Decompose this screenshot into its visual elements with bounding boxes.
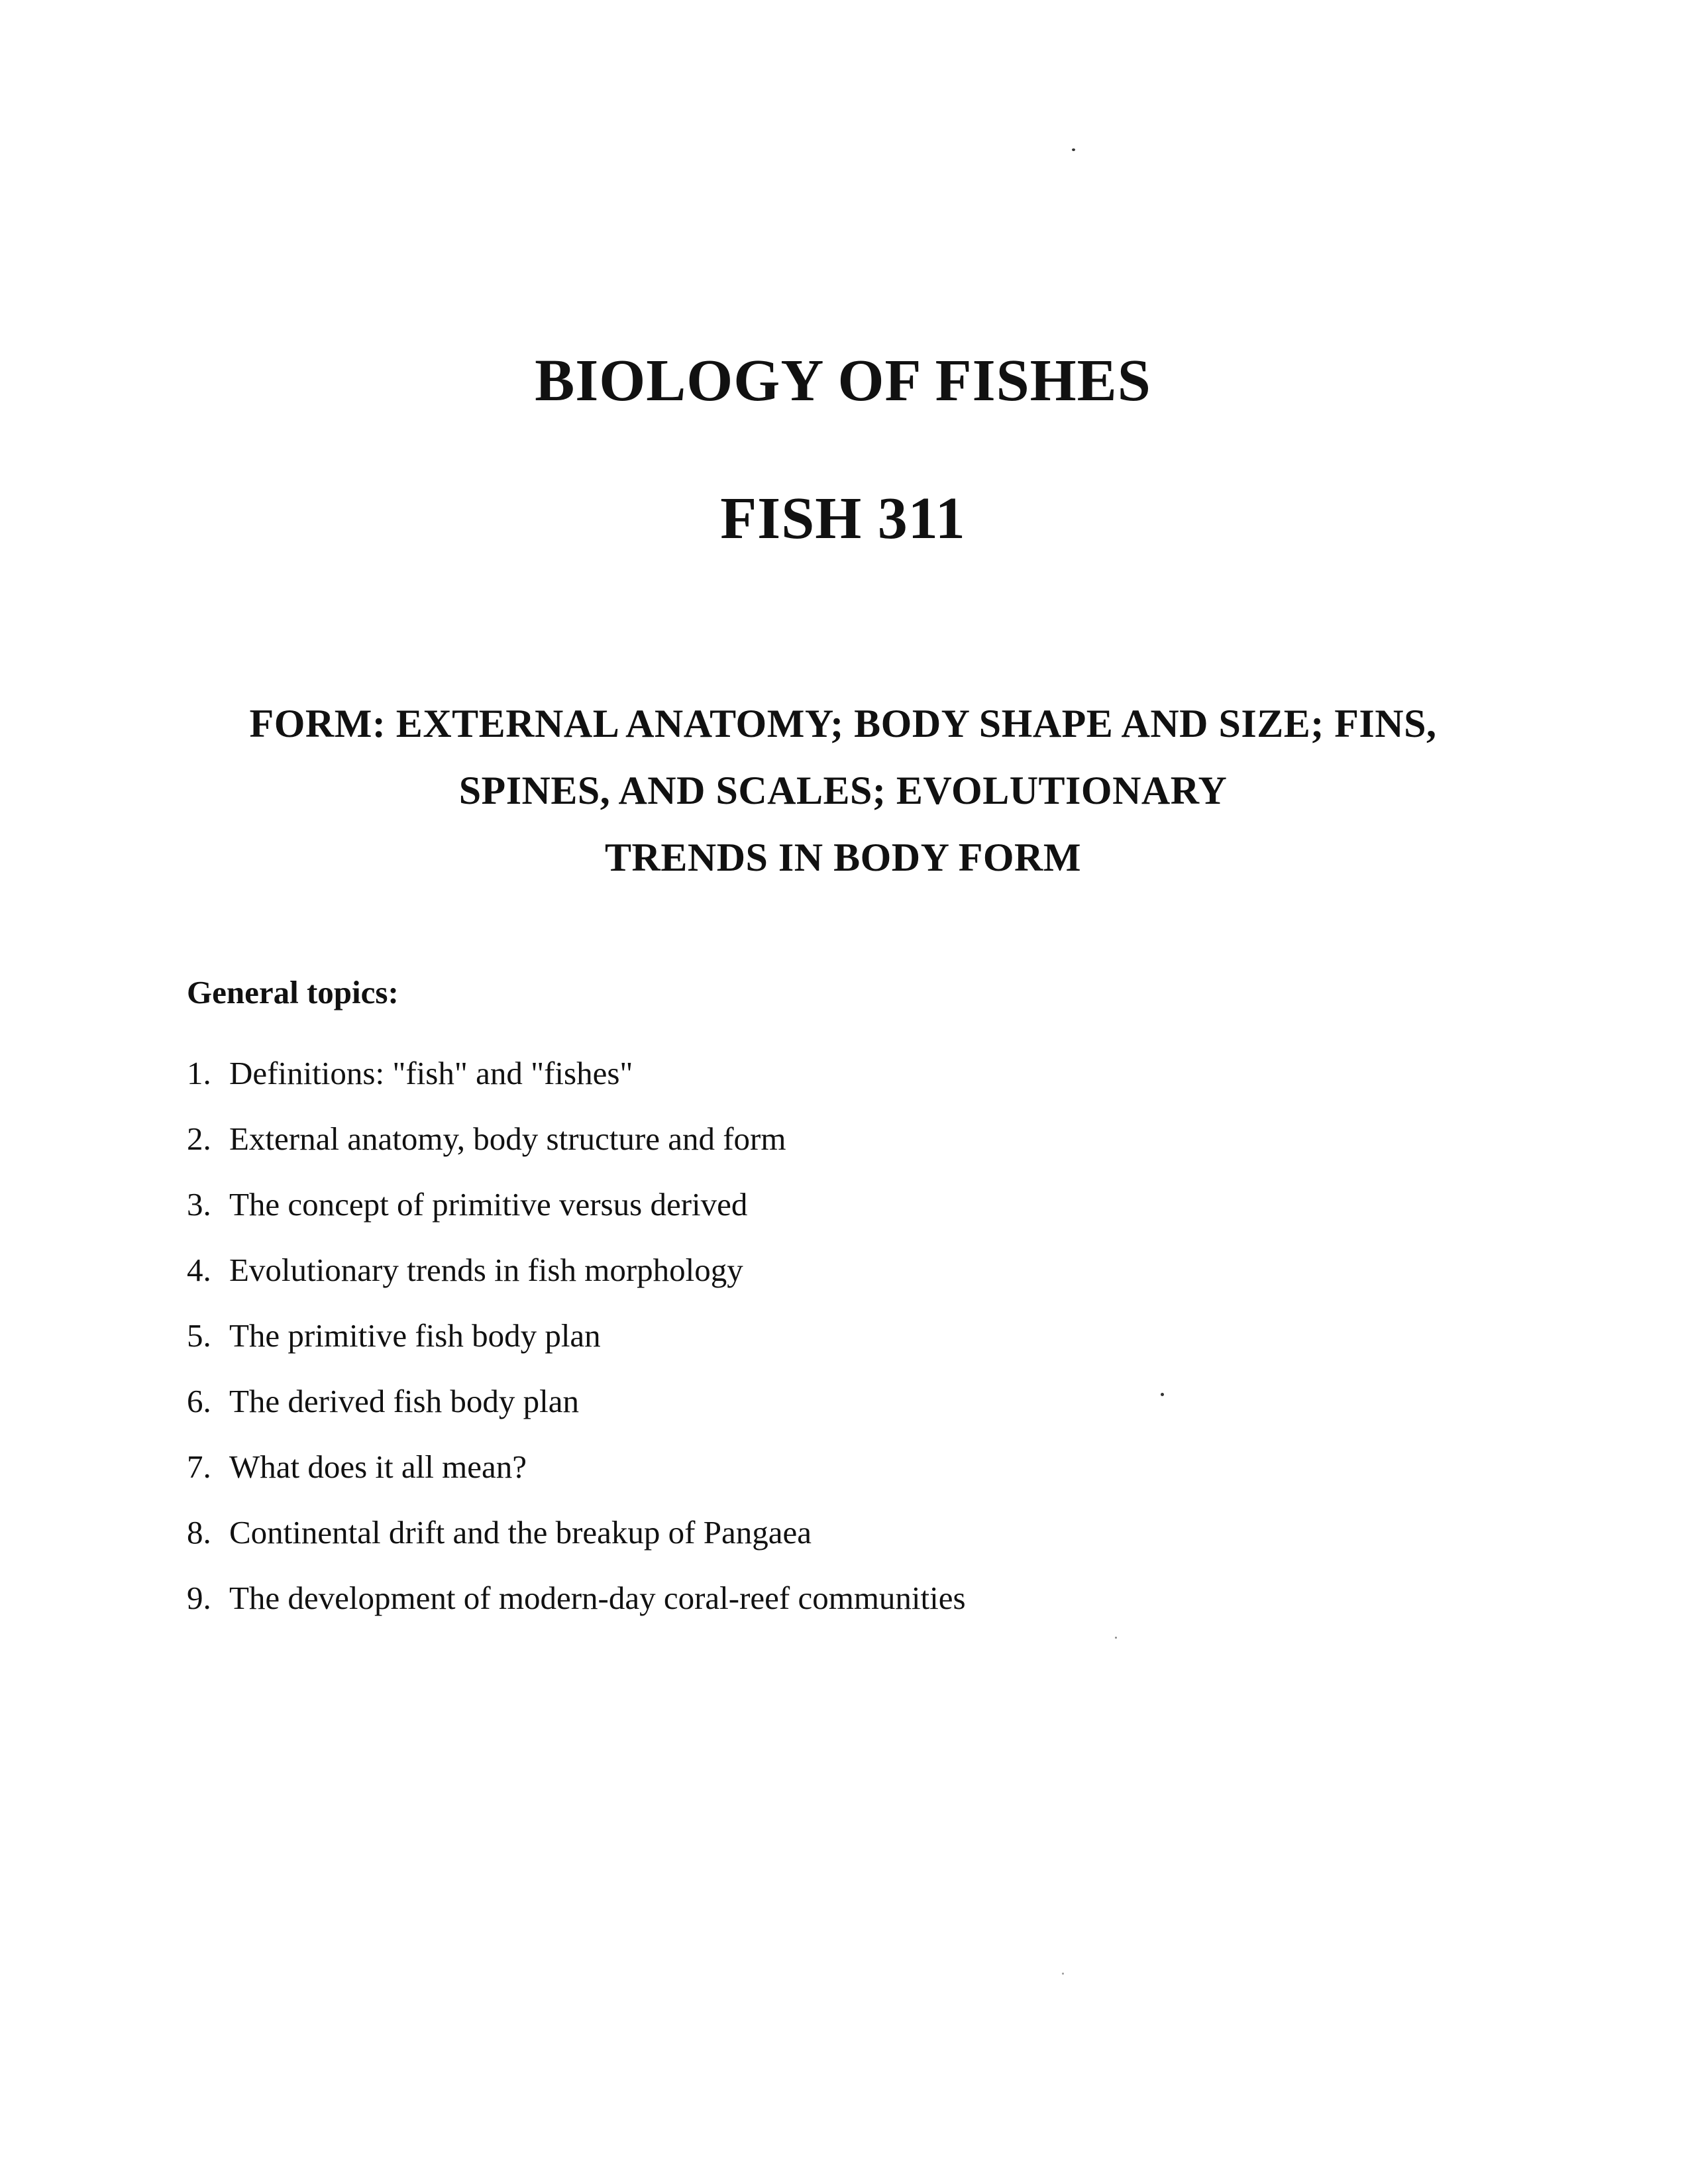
topic-number: 1.	[187, 1055, 211, 1091]
topic-text: Evolutionary trends in fish morphology	[229, 1252, 743, 1288]
topic-item	[187, 1500, 966, 1565]
topic-item	[187, 1368, 966, 1434]
document-title: BIOLOGY OF FISHES	[535, 348, 1151, 413]
topic-item	[187, 1303, 966, 1368]
topic-text: External anatomy, body structure and form	[229, 1120, 786, 1157]
subtitle-line: TRENDS IN BODY FORM	[605, 836, 1081, 879]
subtitle-line: FORM: EXTERNAL ANATOMY; BODY SHAPE AND SIZE; FINS,	[249, 702, 1437, 745]
topic-number: 6.	[187, 1383, 211, 1419]
topic-number: 9.	[187, 1580, 211, 1616]
topic-number: 4.	[187, 1252, 211, 1288]
topic-number: 2.	[187, 1120, 211, 1157]
scan-speck	[1072, 148, 1075, 151]
topic-number: 5.	[187, 1317, 211, 1354]
scan-speck	[1161, 1393, 1164, 1396]
topic-text: The primitive fish body plan	[229, 1317, 601, 1354]
topic-text: The concept of primitive versus derived	[229, 1186, 748, 1223]
topic-item	[187, 1106, 966, 1172]
scan-speck	[1115, 1637, 1117, 1639]
topic-text: The derived fish body plan	[229, 1383, 579, 1419]
topic-item	[187, 1237, 966, 1303]
topic-item	[187, 1434, 966, 1500]
subtitle-line: SPINES, AND SCALES; EVOLUTIONARY	[458, 769, 1228, 812]
topic-number: 8.	[187, 1514, 211, 1551]
topic-text: Definitions: "fish" and "fishes"	[229, 1055, 633, 1091]
topic-text: The development of modern-day coral-reef communities	[229, 1580, 966, 1616]
topic-item	[187, 1565, 966, 1631]
topics-list	[187, 1040, 966, 1631]
topic-item	[187, 1172, 966, 1237]
topic-text: Continental drift and the breakup of Pangaea	[229, 1514, 812, 1551]
course-code: FISH 311	[720, 486, 966, 551]
topics-heading: General topics:	[187, 974, 399, 1010]
topic-number: 7.	[187, 1448, 211, 1485]
section-subtitle	[199, 690, 1487, 891]
topic-text: What does it all mean?	[229, 1448, 527, 1485]
topic-item	[187, 1040, 966, 1106]
topic-number: 3.	[187, 1186, 211, 1223]
scan-speck	[1062, 1973, 1064, 1975]
